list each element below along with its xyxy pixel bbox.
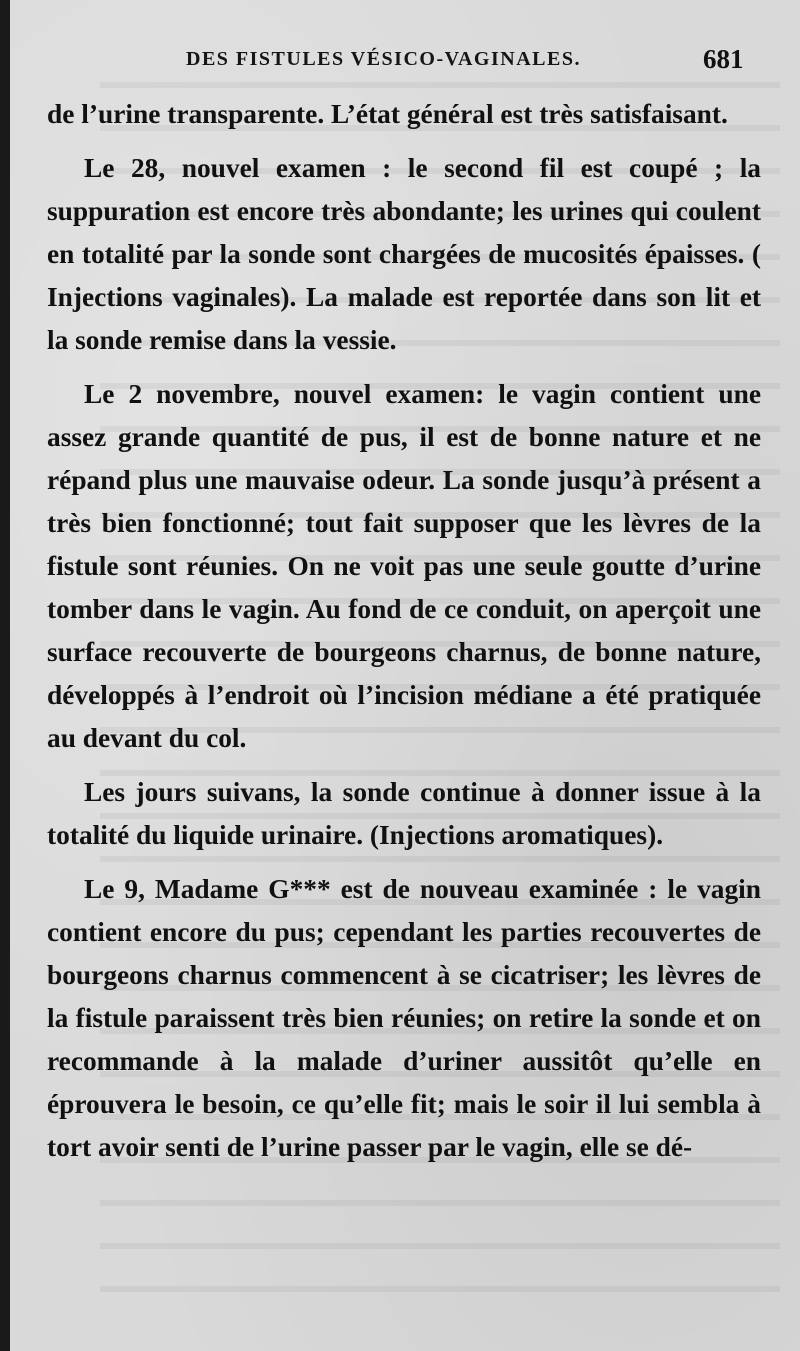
page-number: 681 [703,44,744,74]
paragraph: Le 9, Madame G*** est de nouveau examinée : le vagin contient encore du pus; cependant les parties recouvertes de bourgeons charnus commencent à se cicatriser; les lèvres de la fistule paraissent très bien réunies; on retire la sonde et on recommande à la malade d’uriner aussitôt qu’elle en éprouvera le besoin, ce qu’elle fit; mais le soir il lui sembla à tort avoir senti de l’urine passer par le vagin, elle se dé- [47,874,761,1162]
paragraph: Le 2 novembre, nouvel examen: le vagin contient une assez grande quantité de pus, il est de bonne nature et ne répand plus une mauvaise odeur. La sonde jusqu’à présent a très bien fonctionné; tout fait supposer que les lèvres de la fistule sont réunies. On ne voit pas une seule goutte d’urine tomber dans le vagin. Au fond de ce conduit, on aperçoit une surface recouverte de bourgeons charnus, de bonne nature, développés à l’endroit où l’incision médiane a été pratiquée au devant du col. [47,379,761,753]
body-text [47,93,761,1169]
book-page [10,0,800,1351]
paragraph-continuation: de l’urine transparente. L’état général est très satisfaisant. [47,99,728,129]
page-header [10,44,800,78]
paragraph: Les jours suivans, la sonde continue à donner issue à la totalité du liquide urinaire. (Injections aromatiques). [47,777,761,850]
paragraph: Le 28, nouvel examen : le second fil est coupé ; la suppuration est encore très abondante; les urines qui coulent en totalité par la sonde sont chargées de mucosités épaisses. ( Injections vaginales). La malade est reportée dans son lit et la sonde remise dans la vessie. [47,153,761,355]
running-title: DES FISTULES VÉSICO-VAGINALES. [186,48,581,70]
